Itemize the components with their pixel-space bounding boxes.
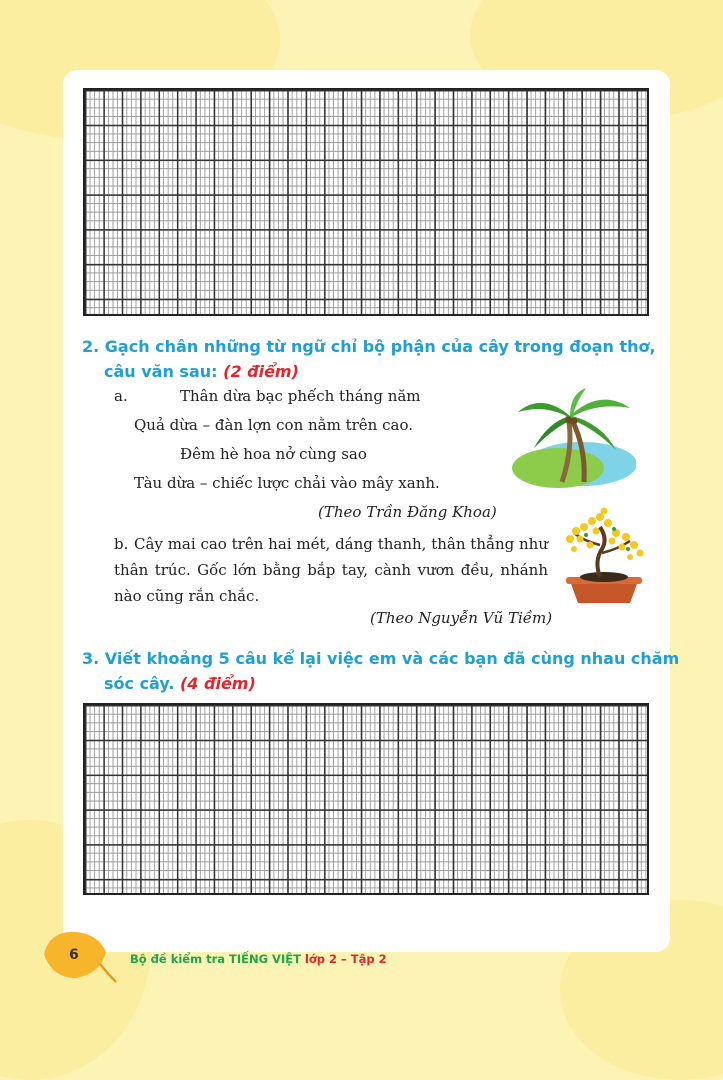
question-3-title-line2: sóc cây.	[104, 674, 175, 693]
poem-line-2: Quả dừa – đàn lợn con nằm trên cao.	[134, 416, 413, 434]
question-2-title	[82, 333, 656, 360]
page-number: 6	[69, 947, 79, 963]
paragraph-source: (Theo Nguyễn Vũ Tiềm)	[370, 609, 553, 627]
question-3-title	[82, 645, 679, 672]
question-2-title-line2: câu văn sau:	[104, 362, 218, 381]
part-b-label: b.	[114, 535, 129, 553]
part-a-label: a.	[114, 387, 128, 405]
poem-line-1: Thân dừa bạc phếch tháng năm	[180, 387, 421, 405]
question-3-title-cont	[104, 670, 256, 697]
writing-grid-bottom[interactable]	[83, 703, 649, 895]
apricot-blossom-tree-illustration	[556, 505, 652, 605]
book-footer	[130, 952, 387, 966]
poem-source: (Theo Trần Đăng Khoa)	[318, 503, 497, 521]
coconut-tree-illustration	[512, 386, 636, 490]
question-2-title-cont	[104, 358, 299, 385]
poem-line-3: Đêm hè hoa nở cùng sao	[180, 445, 367, 463]
book-title: Bộ đề kiểm tra TIẾNG VIỆT	[130, 952, 301, 966]
poem-line-4: Tàu dừa – chiếc lược chải vào mây xanh.	[134, 474, 440, 492]
question-3-points: (4 điểm)	[179, 674, 256, 693]
question-2-title-line1: 2. Gạch chân những từ ngữ chỉ bộ phận của cây trong đoạn thơ,	[82, 337, 656, 356]
question-2-points: (2 điểm)	[223, 362, 299, 381]
question-3-title-line1: 3. Viết khoảng 5 câu kể lại việc em và các bạn đã cùng nhau chăm	[82, 649, 680, 668]
part-b-paragraph	[114, 531, 548, 609]
book-volume: lớp 2 – Tập 2	[304, 952, 387, 966]
part-b-text: Cây mai cao trên hai mét, dáng thanh, thân thẳng như thân trúc. Gốc lớn bằng bắp tay, cành vươn đều, nhánh nào cũng rắn chắc.	[114, 535, 548, 605]
writing-grid-top[interactable]	[83, 88, 649, 316]
